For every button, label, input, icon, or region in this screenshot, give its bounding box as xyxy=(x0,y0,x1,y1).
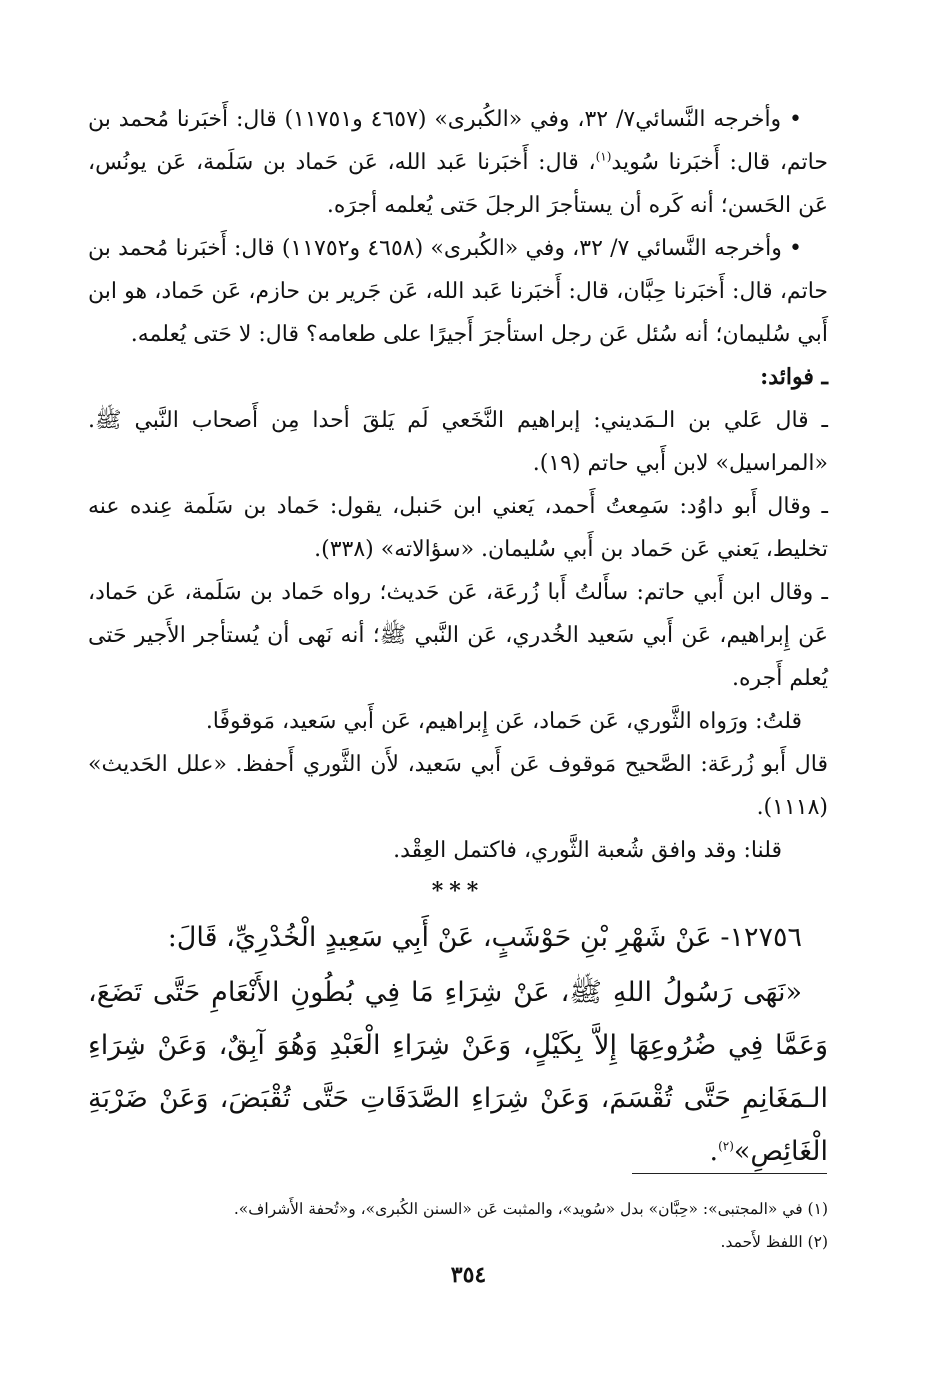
paragraph-qulna: قلنا: وقد وافق شُعبة الثَّوري، فاكتمل العِقْد. xyxy=(393,838,782,863)
footnote-1: (١) في «المجتبى»: «حِبَّان» بدل «سُويد»، والمثبت عَن «السنن الكُبرى»، و«تُحفة الأَشراف». xyxy=(233,1200,828,1218)
paragraph-qultu: قلتُ: ورَواه الثَّوري، عَن حَماد، عَن إِبراهيم، عَن أَبي سَعيد، مَوقوفًا. xyxy=(205,709,802,734)
section-heading-fawaid: ـ فوائد: xyxy=(760,364,828,390)
hadith-heading: ١٢٧٥٦- عَنْ شَهْرِ بْنِ حَوْشَبٍ، عَنْ أَبِي سَعِيدٍ الْخُدْرِيِّ، قَالَ: xyxy=(167,922,802,953)
hadith-text: «نَهَى رَسُولُ اللهِ ﷺ، عَنْ شِرَاءِ مَا فِي بُطُونِ الأَنْعَامِ حَتَّى تَضَعَ، وَعَمَّا فِي ضُرُوعِهَا إِلاَّ بِكَيْلٍ، وَعَنْ شِرَاءِ الْعَبْدِ وَهُوَ آبِقٌ، وَعَنْ شِرَاءِ الـمَغَانِمِ حَتَّى تُقْسَمَ، وَعَنْ شِرَاءِ الصَّدَقَاتِ حَتَّى تُقْبَضَ، وَعَنْ ضَرْبَةِ الْغَائِصِ»$^{(٢)}$. xyxy=(88,977,828,1167)
paragraph-note-ibn-abi-hatim: ـ وقال ابن أَبي حاتم: سأَلتُ أَبا زُرعَة، عَن حَديث؛ رواه حَماد بن سَلَمة، عَن حَماد، عَن إِبراهيم، عَن أَبي سَعيد الخُدري، عَن النَّبي ﷺ؛ أنه نَهى أن يُستأجر الأَجير حَتى يُعلم أَجره. xyxy=(88,580,828,691)
footnotes xyxy=(88,1193,828,1259)
main-text xyxy=(88,98,828,1178)
page-number: ٣٥٤ xyxy=(450,1262,487,1288)
paragraph-note-abu-dawud: ـ وقال أَبو داوُد: سَمِعتُ أَحمد، يَعني ابن حَنبل، يقول: حَماد بن سَلَمة عِنده عنه تخليط، يَعني عَن حَماد بن أَبي سُليمان. «سؤالاته» (٣٣٨). xyxy=(88,494,828,562)
footnote-2: (٢) اللفظ لأَحمد. xyxy=(720,1233,828,1251)
paragraph-takhrij-1: • وأخرجه النَّسائي٧/ ٣٢، وفي «الكُبرى» (٤٦٥٧ و١١٧٥١) قال: أَخبَرنا مُحمد بن حاتم، قال: أَخبَرنا سُويد$^{(١)}$، قال: أَخبَرنا عَبد الله، عَن حَماد بن سَلَمة، عَن يونُس، عَن الحَسن؛ أنه كَره أن يستأجرَ الرجلَ حَتى يُعلمه أجرَه. xyxy=(88,107,828,218)
footnote-marker-2[interactable]: (٢) xyxy=(718,1139,734,1153)
paragraph-takhrij-2: • وأخرجه النَّسائي ٧/ ٣٢، وفي «الكُبرى» (٤٦٥٨ و١١٧٥٢) قال: أَخبَرنا مُحمد بن حاتم، قال: أَخبَرنا حِبَّان، قال: أَخبَرنا عَبد الله، عَن جَرير بن حازم، عَن حَماد، هو ابن أَبي سُليمان؛ أنه سُئل عَن رجل استأجرَ أَجيرًا على طعامه؟ قال: لا حَتى يُعلمه. xyxy=(88,236,828,347)
footnote-divider xyxy=(632,1173,827,1174)
paragraph-abu-zura: قال أَبو زُرعَة: الصَّحيح مَوقوف عَن أَبي سَعيد، لأَن الثَّوري أَحفظ. «علل الحَديث» (١١١٨). xyxy=(88,752,828,820)
section-separator: *** xyxy=(431,878,485,904)
paragraph-note-ibn-madini: ـ قال عَلي بن الـمَديني: إبراهيم النَّخَعي لَم يَلقَ أحدا مِن أَصحاب النَّبي ﷺ. «المراسيل» لابن أَبي حاتم (١٩). xyxy=(88,408,828,476)
footnote-marker-1[interactable]: (١) xyxy=(595,149,612,164)
